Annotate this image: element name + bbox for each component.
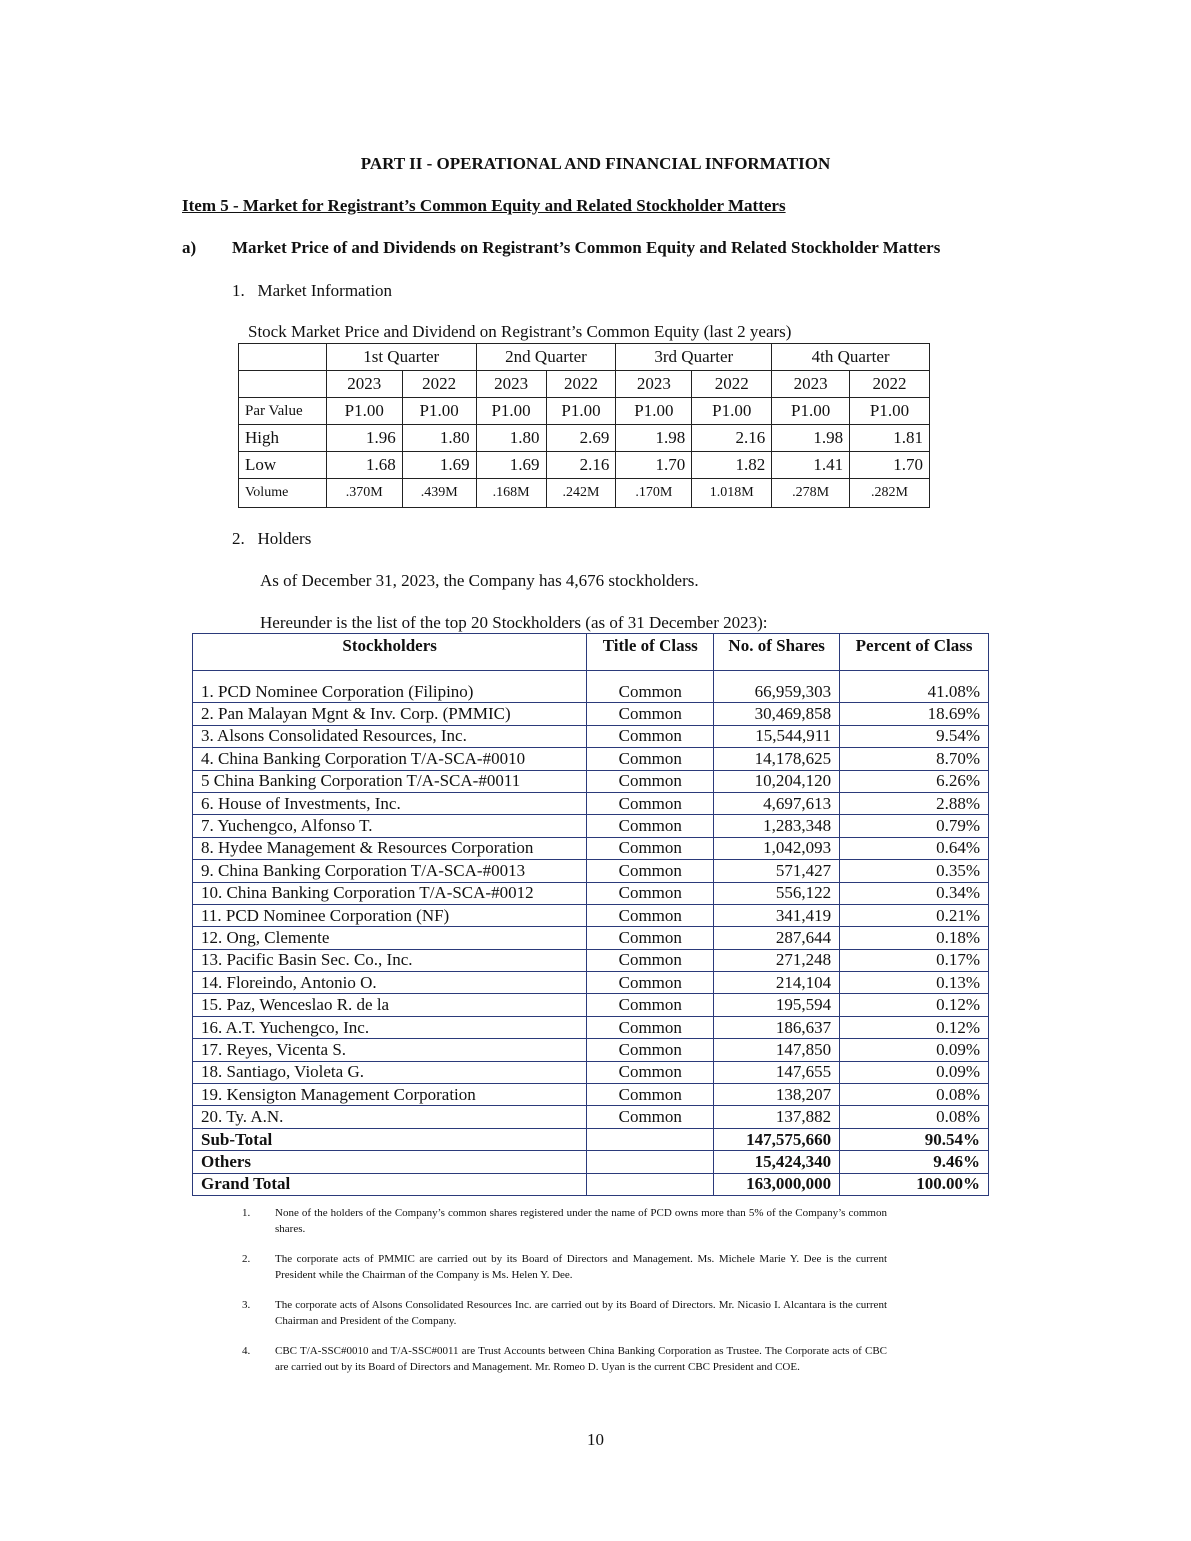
holder-name: 1. PCD Nominee Corporation (Filipino) xyxy=(193,671,587,703)
year-header: 2022 xyxy=(402,371,476,398)
no-of-shares: 214,104 xyxy=(714,972,840,994)
title-of-class: Common xyxy=(587,671,714,703)
value-cell: 1.98 xyxy=(616,425,692,452)
title-of-class: Common xyxy=(587,1016,714,1038)
title-of-class: Common xyxy=(587,1084,714,1106)
percent-of-class: 41.08% xyxy=(840,671,989,703)
holders-heading: 2. Holders xyxy=(232,529,312,548)
table-row xyxy=(193,882,989,904)
total-label: Grand Total xyxy=(193,1173,587,1195)
no-of-shares: 195,594 xyxy=(714,994,840,1016)
market-info-heading: 1. Market Information xyxy=(232,281,393,300)
holder-name: 3. Alsons Consolidated Resources, Inc. xyxy=(193,725,587,747)
percent-of-class: 0.21% xyxy=(840,904,989,926)
holders-list-intro: Hereunder is the list of the top 20 Stockholders (as of 31 December 2023): xyxy=(260,613,768,632)
percent-of-class: 2.88% xyxy=(840,792,989,814)
no-of-shares: 138,207 xyxy=(714,1084,840,1106)
percent-of-class: 8.70% xyxy=(840,748,989,770)
value-cell: P1.00 xyxy=(402,398,476,425)
percent-of-class: 0.34% xyxy=(840,882,989,904)
no-of-shares: 10,204,120 xyxy=(714,770,840,792)
holder-name: 6. House of Investments, Inc. xyxy=(193,792,587,814)
percent-of-class: 0.35% xyxy=(840,860,989,882)
market-row xyxy=(239,452,930,479)
title-of-class: Common xyxy=(587,770,714,792)
title-of-class xyxy=(587,1151,714,1173)
percent-of-class: 0.79% xyxy=(840,815,989,837)
title-of-class: Common xyxy=(587,927,714,949)
title-of-class xyxy=(587,1173,714,1195)
holders-count: As of December 31, 2023, the Company has 4,676 stockholders. xyxy=(260,571,699,590)
stockholders-table xyxy=(192,633,989,1196)
footnote-text: None of the holders of the Company’s common shares registered under the name of PCD owns more than 5% of the Company’s common shares. xyxy=(275,1207,887,1235)
percent-of-class: 100.00% xyxy=(840,1173,989,1195)
year-header: 2023 xyxy=(326,371,402,398)
percent-of-class: 9.54% xyxy=(840,725,989,747)
no-of-shares: 147,655 xyxy=(714,1061,840,1083)
value-cell: .170M xyxy=(616,479,692,508)
footnotes xyxy=(242,1206,887,1390)
table-row xyxy=(193,949,989,971)
holder-name: 8. Hydee Management & Resources Corporation xyxy=(193,837,587,859)
title-of-class: Common xyxy=(587,882,714,904)
value-cell: 2.16 xyxy=(692,425,772,452)
percent-of-class: 0.13% xyxy=(840,972,989,994)
no-of-shares: 186,637 xyxy=(714,1016,840,1038)
footnote-number: 3. xyxy=(242,1299,251,1311)
value-cell: .242M xyxy=(546,479,616,508)
footnote xyxy=(242,1298,887,1329)
percent-of-class: 0.64% xyxy=(840,837,989,859)
market-row xyxy=(239,398,930,425)
footnote-number: 1. xyxy=(242,1207,251,1219)
title-of-class: Common xyxy=(587,815,714,837)
holder-name: 17. Reyes, Vicenta S. xyxy=(193,1039,587,1061)
row-label: Low xyxy=(239,452,327,479)
title-of-class: Common xyxy=(587,792,714,814)
row-label: Par Value xyxy=(239,398,327,425)
value-cell: 2.69 xyxy=(546,425,616,452)
table-row xyxy=(193,904,989,926)
value-cell: 1.41 xyxy=(772,452,850,479)
year-header-row xyxy=(239,371,930,398)
title-of-class xyxy=(587,1128,714,1150)
year-header: 2023 xyxy=(476,371,546,398)
value-cell: 2.16 xyxy=(546,452,616,479)
table-row xyxy=(193,815,989,837)
value-cell: P1.00 xyxy=(772,398,850,425)
table-row xyxy=(193,748,989,770)
footnote-number: 2. xyxy=(242,1253,251,1265)
title-of-class: Common xyxy=(587,949,714,971)
no-of-shares: 556,122 xyxy=(714,882,840,904)
value-cell: 1.80 xyxy=(402,425,476,452)
holder-name: 16. A.T. Yuchengco, Inc. xyxy=(193,1016,587,1038)
value-cell: P1.00 xyxy=(850,398,930,425)
value-cell: 1.68 xyxy=(326,452,402,479)
column-header: Stockholders xyxy=(193,634,587,671)
no-of-shares: 4,697,613 xyxy=(714,792,840,814)
value-cell: P1.00 xyxy=(326,398,402,425)
value-cell: 1.96 xyxy=(326,425,402,452)
value-cell: 1.69 xyxy=(402,452,476,479)
section-label: a) xyxy=(182,238,197,257)
table-row xyxy=(193,792,989,814)
table-row xyxy=(193,1084,989,1106)
quarter-header: 1st Quarter xyxy=(326,344,476,371)
table-row xyxy=(193,1039,989,1061)
holder-name: 19. Kensigton Management Corporation xyxy=(193,1084,587,1106)
percent-of-class: 0.17% xyxy=(840,949,989,971)
blank-cell xyxy=(239,344,327,371)
no-of-shares: 287,644 xyxy=(714,927,840,949)
value-cell: 1.70 xyxy=(616,452,692,479)
value-cell: 1.69 xyxy=(476,452,546,479)
footnote xyxy=(242,1252,887,1283)
year-header: 2022 xyxy=(850,371,930,398)
percent-of-class: 0.12% xyxy=(840,994,989,1016)
percent-of-class: 18.69% xyxy=(840,703,989,725)
column-header: Title of Class xyxy=(587,634,714,671)
value-cell: P1.00 xyxy=(692,398,772,425)
column-header: No. of Shares xyxy=(714,634,840,671)
no-of-shares: 147,850 xyxy=(714,1039,840,1061)
holder-name: 2. Pan Malayan Mgnt & Inv. Corp. (PMMIC) xyxy=(193,703,587,725)
market-row xyxy=(239,479,930,508)
title-of-class: Common xyxy=(587,725,714,747)
year-header: 2023 xyxy=(616,371,692,398)
no-of-shares: 66,959,303 xyxy=(714,671,840,703)
holder-name: 11. PCD Nominee Corporation (NF) xyxy=(193,904,587,926)
title-of-class: Common xyxy=(587,1061,714,1083)
value-cell: P1.00 xyxy=(476,398,546,425)
percent-of-class: 9.46% xyxy=(840,1151,989,1173)
row-label: Volume xyxy=(239,479,327,508)
row-label: High xyxy=(239,425,327,452)
table-row xyxy=(193,994,989,1016)
value-cell: .282M xyxy=(850,479,930,508)
percent-of-class: 0.12% xyxy=(840,1016,989,1038)
value-cell: 1.82 xyxy=(692,452,772,479)
item-title: Item 5 - Market for Registrant’s Common Equity and Related Stockholder Matters xyxy=(182,196,786,215)
footnote-number: 4. xyxy=(242,1345,251,1357)
table-row xyxy=(193,837,989,859)
year-header: 2023 xyxy=(772,371,850,398)
table-row xyxy=(193,1061,989,1083)
no-of-shares: 1,283,348 xyxy=(714,815,840,837)
table-row xyxy=(193,671,989,703)
quarter-header: 3rd Quarter xyxy=(616,344,772,371)
no-of-shares: 271,248 xyxy=(714,949,840,971)
holder-name: 7. Yuchengco, Alfonso T. xyxy=(193,815,587,837)
total-row xyxy=(193,1173,989,1195)
holder-name: 9. China Banking Corporation T/A-SCA-#0013 xyxy=(193,860,587,882)
year-header: 2022 xyxy=(546,371,616,398)
percent-of-class: 0.09% xyxy=(840,1061,989,1083)
title-of-class: Common xyxy=(587,860,714,882)
no-of-shares: 14,178,625 xyxy=(714,748,840,770)
no-of-shares: 15,544,911 xyxy=(714,725,840,747)
total-row xyxy=(193,1151,989,1173)
holder-name: 14. Floreindo, Antonio O. xyxy=(193,972,587,994)
market-price-table xyxy=(238,343,930,508)
table-row xyxy=(193,725,989,747)
total-label: Sub-Total xyxy=(193,1128,587,1150)
section-heading xyxy=(182,238,940,258)
value-cell: .278M xyxy=(772,479,850,508)
holder-name: 15. Paz, Wenceslao R. de la xyxy=(193,994,587,1016)
title-of-class: Common xyxy=(587,748,714,770)
percent-of-class: 0.08% xyxy=(840,1084,989,1106)
market-table-caption: Stock Market Price and Dividend on Registrant’s Common Equity (last 2 years) xyxy=(248,322,792,341)
section-title: Market Price of and Dividends on Registrant’s Common Equity and Related Stockholder Matters xyxy=(232,238,941,257)
title-of-class: Common xyxy=(587,994,714,1016)
value-cell: .168M xyxy=(476,479,546,508)
no-of-shares: 137,882 xyxy=(714,1106,840,1128)
value-cell: P1.00 xyxy=(546,398,616,425)
value-cell: P1.00 xyxy=(616,398,692,425)
total-label: Others xyxy=(193,1151,587,1173)
market-row xyxy=(239,425,930,452)
quarter-header: 4th Quarter xyxy=(772,344,930,371)
holder-name: 13. Pacific Basin Sec. Co., Inc. xyxy=(193,949,587,971)
column-header: Percent of Class xyxy=(840,634,989,671)
title-of-class: Common xyxy=(587,837,714,859)
holder-name: 18. Santiago, Violeta G. xyxy=(193,1061,587,1083)
footnote xyxy=(242,1206,887,1237)
holder-name: 20. Ty. A.N. xyxy=(193,1106,587,1128)
holder-name: 12. Ong, Clemente xyxy=(193,927,587,949)
table-row xyxy=(193,860,989,882)
table-row xyxy=(193,1016,989,1038)
part-title: PART II - OPERATIONAL AND FINANCIAL INFORMATION xyxy=(360,154,831,173)
no-of-shares: 1,042,093 xyxy=(714,837,840,859)
value-cell: .439M xyxy=(402,479,476,508)
no-of-shares: 147,575,660 xyxy=(714,1128,840,1150)
blank-cell xyxy=(239,371,327,398)
percent-of-class: 90.54% xyxy=(840,1128,989,1150)
table-row xyxy=(193,972,989,994)
holder-name: 10. China Banking Corporation T/A-SCA-#0012 xyxy=(193,882,587,904)
footnote-text: The corporate acts of Alsons Consolidated Resources Inc. are carried out by its Board of Directors. Mr. Nicasio I. Alcantara is the current Chairman and President of the Company. xyxy=(275,1299,887,1327)
percent-of-class: 0.18% xyxy=(840,927,989,949)
no-of-shares: 571,427 xyxy=(714,860,840,882)
percent-of-class: 0.08% xyxy=(840,1106,989,1128)
title-of-class: Common xyxy=(587,904,714,926)
value-cell: 1.70 xyxy=(850,452,930,479)
table-row xyxy=(193,770,989,792)
quarter-header: 2nd Quarter xyxy=(476,344,616,371)
header-row xyxy=(193,634,989,671)
holder-name: 4. China Banking Corporation T/A-SCA-#0010 xyxy=(193,748,587,770)
page-number: 10 xyxy=(587,1430,604,1449)
no-of-shares: 163,000,000 xyxy=(714,1173,840,1195)
title-of-class: Common xyxy=(587,972,714,994)
footnote-text: CBC T/A-SSC#0010 and T/A-SSC#0011 are Trust Accounts between China Banking Corporation as Trustee. The Corporate acts of CBC are carried out by its Board of Directors and Management. Mr. Romeo D. Uyan is the current CBC President and COE. xyxy=(275,1345,887,1373)
value-cell: 1.98 xyxy=(772,425,850,452)
footnote xyxy=(242,1344,887,1375)
holder-name: 5 China Banking Corporation T/A-SCA-#0011 xyxy=(193,770,587,792)
title-of-class: Common xyxy=(587,1039,714,1061)
title-of-class: Common xyxy=(587,1106,714,1128)
table-row xyxy=(193,703,989,725)
no-of-shares: 30,469,858 xyxy=(714,703,840,725)
title-of-class: Common xyxy=(587,703,714,725)
no-of-shares: 15,424,340 xyxy=(714,1151,840,1173)
table-row xyxy=(193,927,989,949)
footnote-text: The corporate acts of PMMIC are carried out by its Board of Directors and Management. Ms. Michele Marie Y. Dee is the current President while the Chairman of the Company is Ms. Helen Y. Dee. xyxy=(275,1253,887,1281)
percent-of-class: 6.26% xyxy=(840,770,989,792)
table-row xyxy=(193,1106,989,1128)
value-cell: 1.80 xyxy=(476,425,546,452)
year-header: 2022 xyxy=(692,371,772,398)
total-row xyxy=(193,1128,989,1150)
value-cell: 1.018M xyxy=(692,479,772,508)
no-of-shares: 341,419 xyxy=(714,904,840,926)
value-cell: .370M xyxy=(326,479,402,508)
percent-of-class: 0.09% xyxy=(840,1039,989,1061)
value-cell: 1.81 xyxy=(850,425,930,452)
quarter-header-row xyxy=(239,344,930,371)
